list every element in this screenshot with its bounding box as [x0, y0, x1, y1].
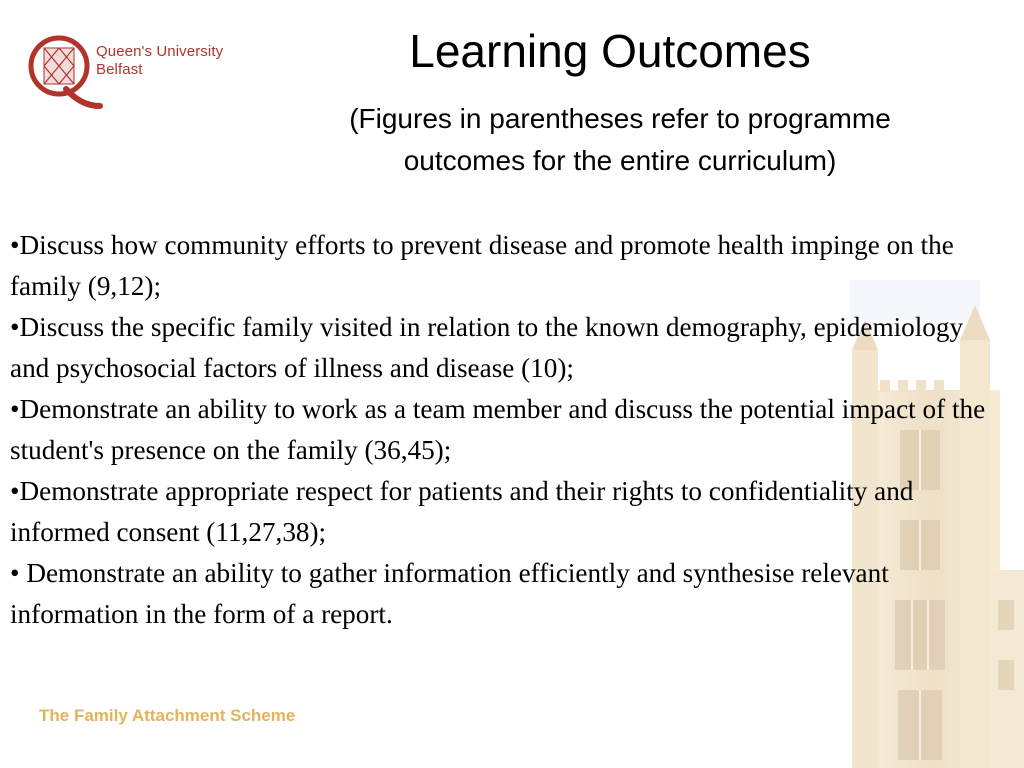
subtitle-line2: outcomes for the entire curriculum) — [403, 145, 837, 176]
list-item: •Discuss the specific family visited in relation to the known demography, epidemiology and psychosocial factors of illness and disease (10); — [10, 312, 964, 383]
list-item: •Discuss how community efforts to prevent disease and promote health impinge on the family (9,12); — [10, 230, 954, 301]
list-item: •Demonstrate appropriate respect for patients and their rights to confidentiality and informed consent (11,27,38); — [10, 476, 914, 547]
footer-text: The Family Attachment Scheme — [39, 706, 296, 725]
logo — [26, 34, 246, 114]
list-item: • Demonstrate an ability to gather information efficiently and synthesise relevant information in the form of a report. — [10, 558, 889, 629]
logo-text-line2: Belfast — [96, 61, 143, 78]
qub-crest-logo — [26, 34, 106, 114]
subtitle-line1: (Figures in parentheses refer to programme — [349, 103, 891, 134]
page-title: Learning Outcomes — [409, 25, 811, 77]
subtitle — [260, 98, 980, 182]
logo-text-line1: Queen's University — [96, 43, 224, 60]
learning-outcomes-list — [10, 225, 1000, 635]
list-item: •Demonstrate an ability to work as a team member and discuss the potential impact of the student's presence on the family (36,45); — [10, 394, 986, 465]
